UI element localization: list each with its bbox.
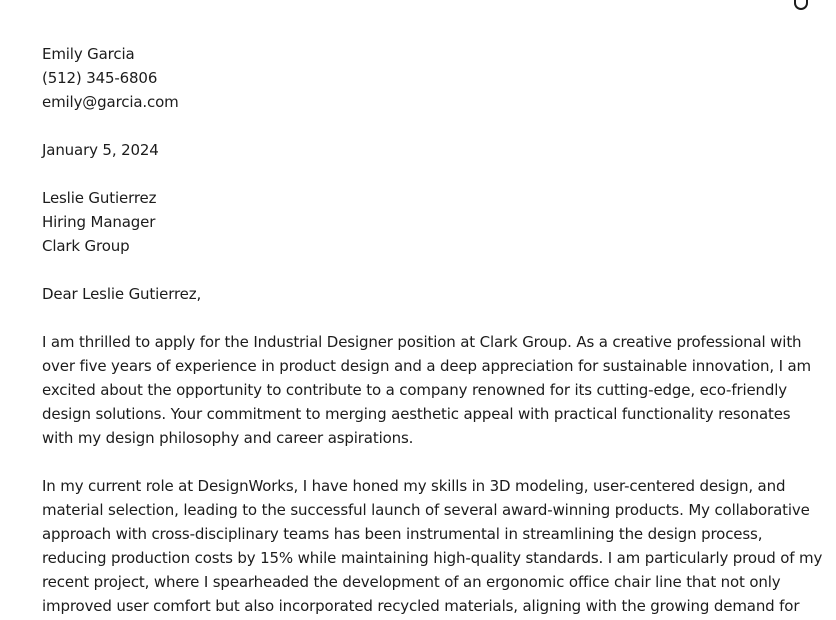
paragraph-line: material selection, leading to the successful launch of several award-winning products. My collaborative	[42, 501, 810, 519]
paragraph-line: approach with cross-disciplinary teams has been instrumental in streamlining the design process,	[42, 525, 763, 543]
paragraph-line: excited about the opportunity to contribute to a company renowned for its cutting-edge, eco-friendly	[42, 381, 788, 399]
paragraph-line: I am thrilled to apply for the Industrial Designer position at Clark Group. As a creative professional with	[42, 333, 802, 351]
sender-block	[42, 42, 792, 114]
recipient-name: Leslie Gutierrez	[42, 189, 157, 207]
body-paragraph-1	[42, 330, 812, 450]
paragraph-line: In my current role at DesignWorks, I have honed my skills in 3D modeling, user-centered design, and	[42, 477, 786, 495]
recipient-block	[42, 186, 792, 258]
date-text: January 5, 2024	[42, 141, 159, 159]
recipient-title: Hiring Manager	[42, 213, 156, 231]
paragraph-line: recent project, where I spearheaded the development of an ergonomic office chair line that not only	[42, 573, 781, 591]
recipient-company: Clark Group	[42, 237, 130, 255]
paragraph-line: design solutions. Your commitment to merging aesthetic appeal with practical functionality resonates	[42, 405, 791, 423]
salutation-text: Dear Leslie Gutierrez,	[42, 285, 202, 303]
paragraph-line: reducing production costs by 15% while maintaining high-quality standards. I am particularly proud of my	[42, 549, 823, 567]
sender-email: emily@garcia.com	[42, 93, 179, 111]
letter-date	[42, 138, 792, 162]
paragraph-line: improved user comfort but also incorporated recycled materials, aligning with the growing demand for	[42, 597, 800, 615]
salutation	[42, 282, 792, 306]
paragraph-line: over five years of experience in product design and a deep appreciation for sustainable innovation, I am	[42, 357, 812, 375]
sender-name: Emily Garcia	[42, 45, 135, 63]
partial-icon	[794, 0, 808, 10]
sender-phone: (512) 345-6806	[42, 69, 158, 87]
body-paragraph-2	[42, 474, 823, 618]
cover-letter	[42, 42, 823, 620]
paragraph-line: with my design philosophy and career aspirations.	[42, 429, 414, 447]
